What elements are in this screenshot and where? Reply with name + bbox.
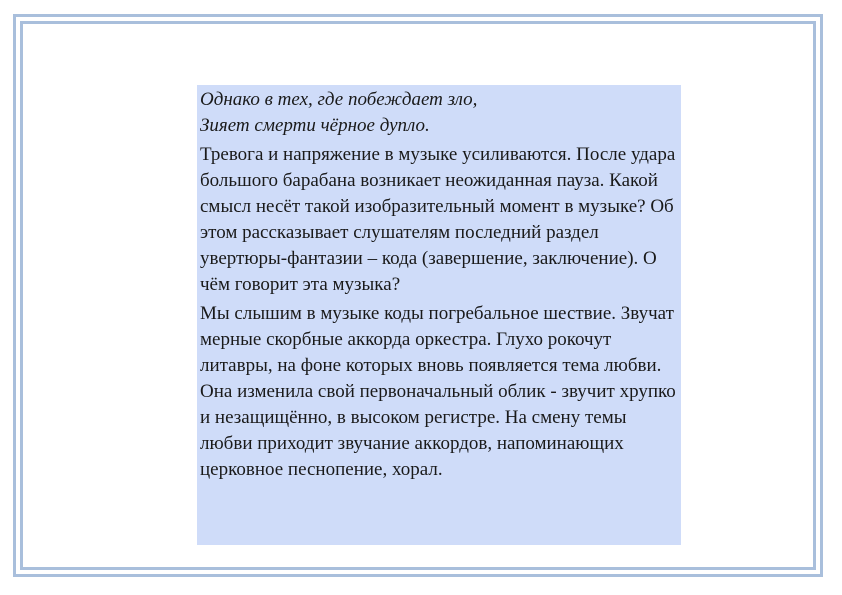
epigraph bbox=[200, 87, 679, 139]
epigraph-line-2: Зияет смерти чёрное дупло. bbox=[200, 115, 430, 136]
epigraph-line-1: Однако в тех, где побеждает зло, bbox=[200, 89, 478, 110]
paragraph-2: Мы слышим в музыке коды погребальное шествие. Звучат мерные скорбные аккорда оркестра. Глухо рокочут литавры, на фоне которых вновь появляется тема любви. Она изменила свой первоначальный облик - звучит хрупко и незащищённо, в высоком регистре. На смену темы любви приходит звучание аккордов, напоминающих церковное песнопение, хорал. bbox=[200, 303, 676, 480]
text-box bbox=[197, 85, 681, 545]
paragraph-1: Тревога и напряжение в музыке усиливаются. После удара большого барабана возникает неожиданная пауза. Какой смысл несёт такой изобразительный момент в музыке? Об этом рассказывает слушателям последний раздел увертюры-фантазии – кода (завершение, заключение). О чём говорит эта музыка? bbox=[200, 144, 676, 295]
